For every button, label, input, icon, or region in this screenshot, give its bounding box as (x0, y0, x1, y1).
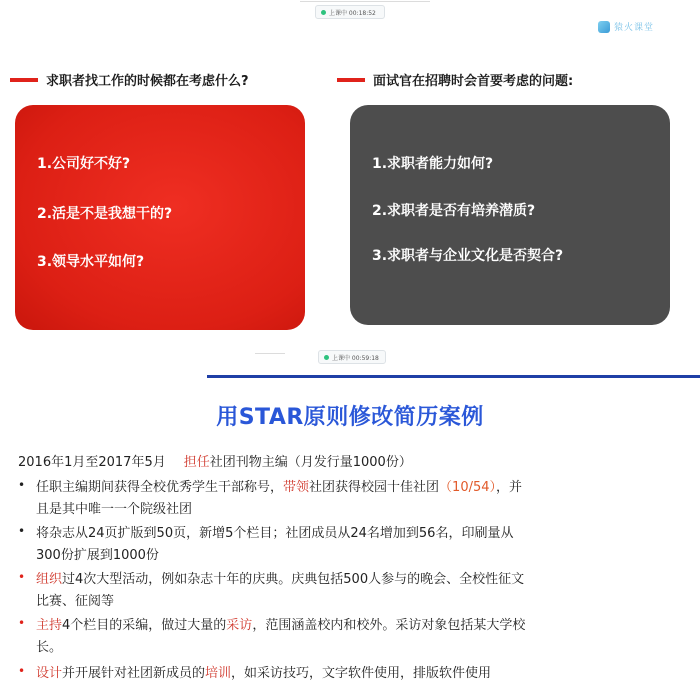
role-header-line (18, 451, 412, 470)
text-span: 任职主编期间获得全校优秀学生干部称号， (36, 480, 284, 495)
text-span: ，范围涵盖校内和校外。采访对象包括某大学校 (252, 618, 526, 633)
period-text: 2016年1月至2017年5月 (18, 455, 166, 470)
text-span: 过4次大型活动，例如杂志十年的庆典。庆典包括500人参与的晚会、全校性征文 (62, 572, 525, 587)
bullet-icon: • (18, 524, 26, 538)
concern-item: 3.求职者与企业文化是否契合? (372, 248, 564, 264)
highlight-span: （10/54） (439, 480, 497, 495)
top-divider (255, 353, 285, 354)
bullet-continuation: 长。 (36, 640, 63, 655)
bullet-continuation: 300份扩展到1000份 (36, 548, 159, 563)
concern-item: 2.活是不是我想干的? (37, 206, 173, 222)
bullet-line: 将杂志从24页扩版到50页，新增5个栏目；社团成员从24名增加到56名，印刷量从 (36, 526, 514, 541)
interviewer-concerns-card (350, 105, 670, 325)
brand-watermark (598, 20, 654, 33)
highlight-span: 设计 (36, 666, 63, 681)
text-span: ，如采访技巧，文字软件使用，排版软件使用 (231, 666, 492, 681)
brand-logo-icon (598, 21, 610, 33)
jobseeker-concerns-card (15, 105, 305, 330)
class-status-pill (315, 5, 385, 19)
right-heading-text: 面试官在招聘时会首要考虑的问题: (373, 74, 574, 89)
highlight-span: 培训 (205, 666, 232, 681)
role-text: 社团刊物主编（月发行量1000份） (209, 455, 412, 470)
bullet-line (36, 476, 522, 495)
highlight-span: 主持 (36, 618, 63, 633)
text-span: 社团获得校园十佳社团 (309, 480, 440, 495)
top-divider (300, 1, 430, 2)
live-dot-icon (324, 355, 329, 360)
bullet-icon: • (18, 478, 26, 492)
concern-item: 3.领导水平如何? (37, 254, 145, 270)
status-text: 上课中 00:59:18 (332, 354, 379, 362)
brand-name: 猿火课堂 (614, 23, 655, 33)
bullet-continuation: 且是其中唯一一个院级社团 (36, 502, 193, 517)
text-span: ，并 (496, 480, 523, 495)
left-heading (10, 70, 249, 89)
bullet-line (36, 568, 524, 587)
concern-item: 2.求职者是否有培养潜质? (372, 203, 536, 219)
bullet-line (36, 614, 525, 633)
role-verb: 担任 (183, 455, 210, 470)
case-title: 用STAR原则修改简历案例 (216, 405, 484, 430)
concern-item: 1.公司好不好? (37, 156, 131, 172)
live-dot-icon (321, 10, 326, 15)
slide-interview-questions (0, 0, 700, 345)
class-status-pill (318, 350, 386, 364)
right-heading (337, 70, 573, 89)
left-heading-text: 求职者找工作的时候都在考虑什么? (46, 74, 249, 89)
text-span: 并开展针对社团新成员的 (62, 666, 206, 681)
heading-accent-bar (337, 78, 365, 82)
bullet-continuation: 比赛、征阅等 (36, 594, 115, 609)
text-span: 4个栏目的采编，做过大量的 (62, 618, 227, 633)
header-blue-rule (207, 375, 700, 378)
highlight-span: 带领 (283, 480, 310, 495)
bullet-icon: • (18, 570, 26, 584)
concern-item: 1.求职者能力如何? (372, 156, 494, 172)
bullet-line (36, 662, 491, 681)
heading-accent-bar (10, 78, 38, 82)
bullet-icon: • (18, 664, 26, 678)
highlight-span: 采访 (226, 618, 253, 633)
status-text: 上课中 00:18:52 (329, 9, 376, 17)
bullet-icon: • (18, 616, 26, 630)
highlight-span: 组织 (36, 572, 63, 587)
